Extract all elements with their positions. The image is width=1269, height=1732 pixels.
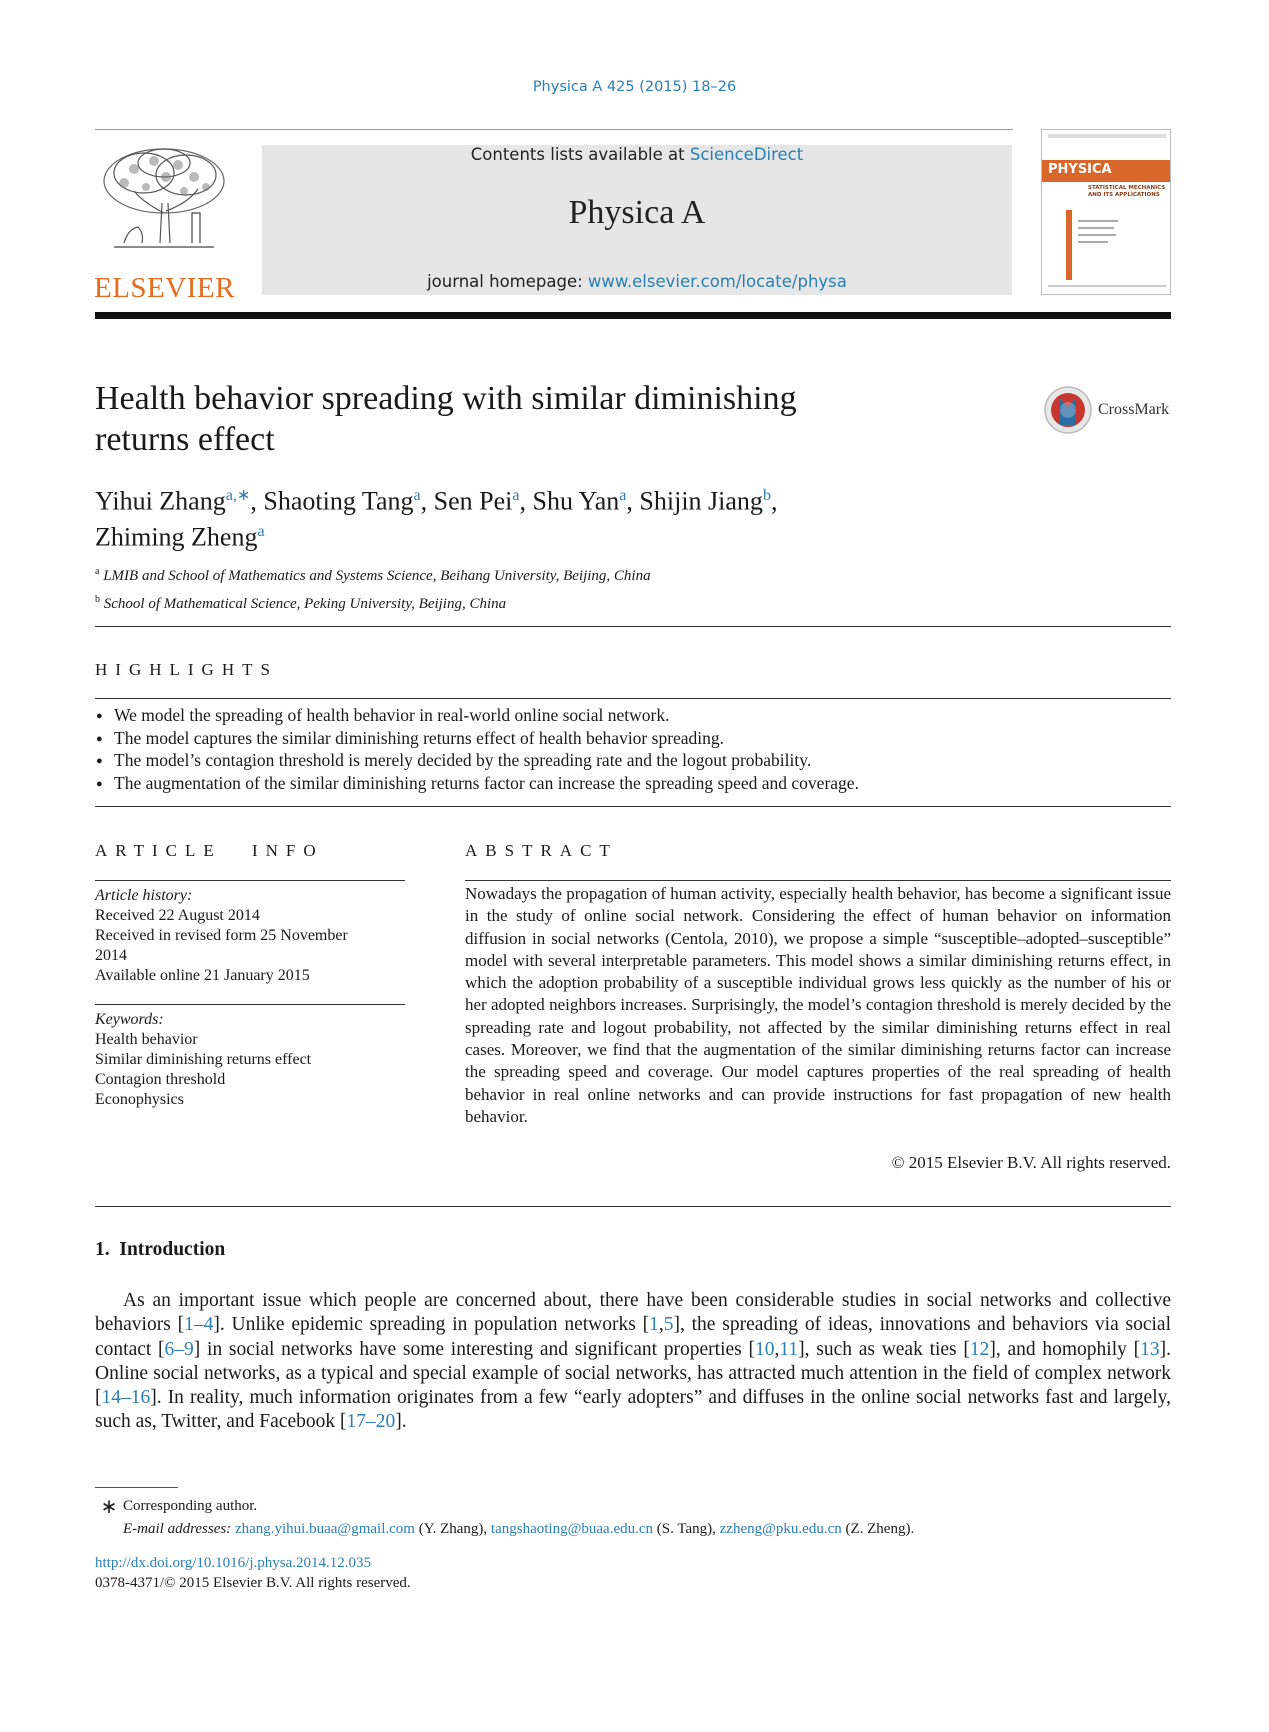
highlight-item: ● The model’s contagion threshold is merely decided by the spreading rate and the logout probability. — [95, 749, 1171, 772]
highlights-top-rule — [95, 698, 1171, 699]
corresponding-author-note — [95, 1495, 1171, 1518]
introduction-heading: 1. Introduction — [95, 1239, 226, 1260]
received-date: Received 22 August 2014 — [95, 907, 260, 924]
article-title-line2: returns effect — [95, 421, 275, 458]
article-history — [95, 886, 405, 986]
affiliation-b — [95, 588, 651, 616]
highlight-item: ● The model captures the similar diminishing returns effect of health behavior spreading. — [95, 727, 1171, 750]
email-link[interactable]: zhang.yihui.buaa@gmail.com — [234, 1521, 415, 1537]
email-owner: (Z. Zheng). — [841, 1521, 915, 1537]
journal-citation[interactable]: Physica A 425 (2015) 18–26 — [532, 79, 737, 95]
author-list — [95, 481, 915, 552]
email-link[interactable]: tangshaoting@buaa.edu.cn — [490, 1521, 654, 1537]
homepage-prefix: journal homepage: — [427, 272, 588, 291]
highlight-item: ● The augmentation of the similar diminishing returns factor can increase the spreading speed and coverage. — [95, 772, 1171, 795]
author-1-affil[interactable]: a,∗ — [225, 487, 251, 504]
author-3: Sen Pei — [433, 486, 513, 516]
title-bottom-rule — [95, 626, 1171, 627]
email-addresses — [95, 1518, 1171, 1540]
citation-link[interactable]: 1 — [649, 1314, 659, 1336]
author-separator: , — [626, 486, 640, 516]
crossmark-icon — [1043, 385, 1095, 435]
author-6-affil[interactable]: a — [257, 522, 265, 540]
highlights-bottom-rule — [95, 806, 1171, 807]
citation-link[interactable]: 11 — [779, 1338, 799, 1360]
keyword-item: Health behavior — [95, 1031, 198, 1048]
author-1: Yihui Zhang — [95, 486, 226, 516]
intro-text: . Online social networks, as a typical and special example of social networks, has attracted much attention in the field of complex network — [95, 1338, 1171, 1384]
author-4-affil[interactable]: a — [619, 487, 627, 504]
highlights-list — [95, 704, 1171, 794]
citation-link[interactable]: 5 — [663, 1314, 674, 1336]
affiliation-a — [95, 560, 651, 588]
elsevier-tree-icon — [94, 143, 234, 263]
abstract-heading: ABSTRACT — [465, 841, 618, 860]
history-label: Article history: — [95, 887, 193, 904]
elsevier-wordmark: ELSEVIER — [94, 272, 235, 304]
email-link[interactable]: zzheng@pku.edu.cn — [719, 1521, 842, 1537]
affiliation-mark: a — [95, 566, 100, 577]
intro-text: . Unlike epidemic spreading in population networks — [219, 1314, 643, 1336]
affiliation-text: LMIB and School of Mathematics and Systems Science, Beihang University, Beijing, China — [103, 568, 651, 584]
doi-link[interactable]: http://dx.doi.org/10.1016/j.physa.2014.12.035 — [95, 1555, 371, 1571]
citation-link[interactable]: 13 — [1140, 1338, 1160, 1360]
footnote-rule — [95, 1487, 178, 1488]
doi-block — [95, 1553, 411, 1593]
affiliation-text: School of Mathematical Science, Peking University, Beijing, China — [103, 596, 507, 612]
abstract-copyright: © 2015 Elsevier B.V. All rights reserved. — [891, 1153, 1171, 1172]
contents-line — [262, 145, 1012, 164]
issn-line: 0378-4371/© 2015 Elsevier B.V. All rights reserved. — [95, 1575, 411, 1591]
introduction-body — [95, 1289, 1171, 1435]
author-separator: , — [519, 486, 533, 516]
author-5-affil[interactable]: b — [762, 487, 771, 504]
citation-link[interactable]: 1–4 — [184, 1314, 214, 1336]
intro-text: . In reality, much information originates from a few “early adopters” and diffuses in the online social networks fast and largely, such as, Twitter, and Facebook — [95, 1387, 1171, 1433]
journal-name: Physica A — [568, 194, 706, 231]
online-date: Available online 21 January 2015 — [95, 967, 310, 984]
cover-subtitle: STATISTICAL MECHANICS AND ITS APPLICATIONS — [1088, 185, 1166, 198]
citation-link[interactable]: 6–9 — [164, 1338, 194, 1360]
footnote — [95, 1495, 1171, 1540]
author-2: Shaoting Tang — [263, 486, 414, 516]
revised-date-year: 2014 — [95, 947, 127, 964]
homepage-link[interactable]: www.elsevier.com/locate/physa — [587, 272, 847, 291]
affiliation-mark: b — [95, 594, 100, 605]
author-2-affil[interactable]: a — [413, 487, 421, 504]
author-6: Zhiming Zheng — [95, 522, 258, 552]
keyword-item: Contagion threshold — [95, 1071, 226, 1088]
cover-title: PHYSICA — [1048, 162, 1112, 177]
keyword-item: Econophysics — [95, 1091, 184, 1108]
journal-cover — [1041, 129, 1171, 295]
crossmark-label: CrossMark — [1098, 401, 1170, 418]
revised-date: Received in revised form 25 November — [95, 927, 348, 944]
author-4: Shu Yan — [532, 486, 620, 516]
email-owner: (Y. Zhang), — [414, 1521, 491, 1537]
footnote-star: ∗ — [100, 1496, 118, 1518]
abstract-rule — [465, 880, 1171, 881]
article-info-heading: ARTICLE INFO — [95, 841, 324, 860]
citation-link[interactable]: 14–16 — [101, 1387, 151, 1409]
keyword-item: Similar diminishing returns effect — [95, 1051, 312, 1068]
header-top-rule — [95, 129, 1013, 130]
highlights-heading: HIGHLIGHTS — [95, 660, 278, 679]
citation-link[interactable]: 12 — [969, 1338, 990, 1360]
keywords-block — [95, 1010, 405, 1110]
introduction-paragraph: As an important issue which people are concerned about, there have been considerable studies in social networks and collective behaviors [1–4]. Unlike epidemic spreading in population networks [1,5], the spreading of ideas, innovations and behaviors via social contact [6–9] in social networks have some interesting and significant properties [10,11], such as weak ties [12], and homophily [13]. Online social networks, as a typical and special example of social networks, has attracted much attention in the field of complex network [14–16]. In reality, much information originates from a few “early adopters” and diffuses in the online social networks fast and largely, such as, Twitter, and Facebook [17–20]. — [95, 1290, 1171, 1433]
author-separator: , — [250, 486, 264, 516]
author-3-affil[interactable]: a — [512, 487, 520, 504]
header-thick-rule — [95, 312, 1171, 319]
article-info-rule — [95, 880, 405, 881]
abstract-bottom-rule — [95, 1206, 1171, 1207]
intro-text: , and homophily — [995, 1338, 1134, 1360]
contents-prefix: Contents lists available at — [470, 145, 690, 164]
author-separator: , — [771, 486, 778, 516]
homepage-line — [262, 272, 1012, 291]
highlight-item: ● We model the spreading of health behavior in real-world online social network. — [95, 704, 1171, 727]
sciencedirect-link[interactable]: ScienceDirect — [689, 145, 804, 164]
affiliations — [95, 560, 651, 616]
intro-text: , the spreading of ideas, innovations and behaviors via social contact — [95, 1314, 1171, 1360]
email-owner: (S. Tang), — [653, 1521, 720, 1537]
keywords-rule — [95, 1004, 405, 1005]
intro-text: , such as weak ties — [804, 1338, 964, 1360]
author-5: Shijin Jiang — [639, 486, 763, 516]
article-title-line1: Health behavior spreading with similar diminishing — [95, 380, 797, 417]
citation-link[interactable]: 17–20 — [346, 1411, 396, 1433]
email-label: E-mail addresses: — [123, 1521, 232, 1537]
article-title — [95, 378, 797, 460]
abstract-text: Nowadays the propagation of human activity, especially health behavior, has become a significant issue in the study of online social network. Considering the effect of human behavior on information diffusion in social networks (Centola, 2010), we propose a simple “susceptible–adopted–susceptible” model with several interpretable parameters. This model shows a similar diminishing returns effect, in which the adoption probability of a susceptible individual grows less quickly as the number of his or her adopted neighbors increases. Surprisingly, the model’s contagion threshold is merely decided by the spreading rate and logout probability, not affected by the similar diminishing returns effect in real cases. Moreover, we find that the augmentation of the similar diminishing returns factor can increase the spreading speed and coverage. Our model captures properties of the real spreading of health behavior in real online networks and can provide instructions for fast propagation of new health behavior. — [465, 884, 1171, 1126]
intro-text: in social networks have some interesting and significant properties — [200, 1338, 749, 1360]
elsevier-logo — [94, 143, 235, 304]
keywords-label: Keywords: — [95, 1011, 164, 1028]
corresponding-author-text: Corresponding author. — [123, 1498, 258, 1514]
citation-link[interactable]: 10 — [754, 1338, 775, 1360]
intro-text: As an important issue which people are concerned about, there have been considerable studies in social networks and collective behaviors — [95, 1290, 1171, 1336]
author-separator: , — [420, 486, 434, 516]
intro-text: . — [401, 1411, 407, 1433]
